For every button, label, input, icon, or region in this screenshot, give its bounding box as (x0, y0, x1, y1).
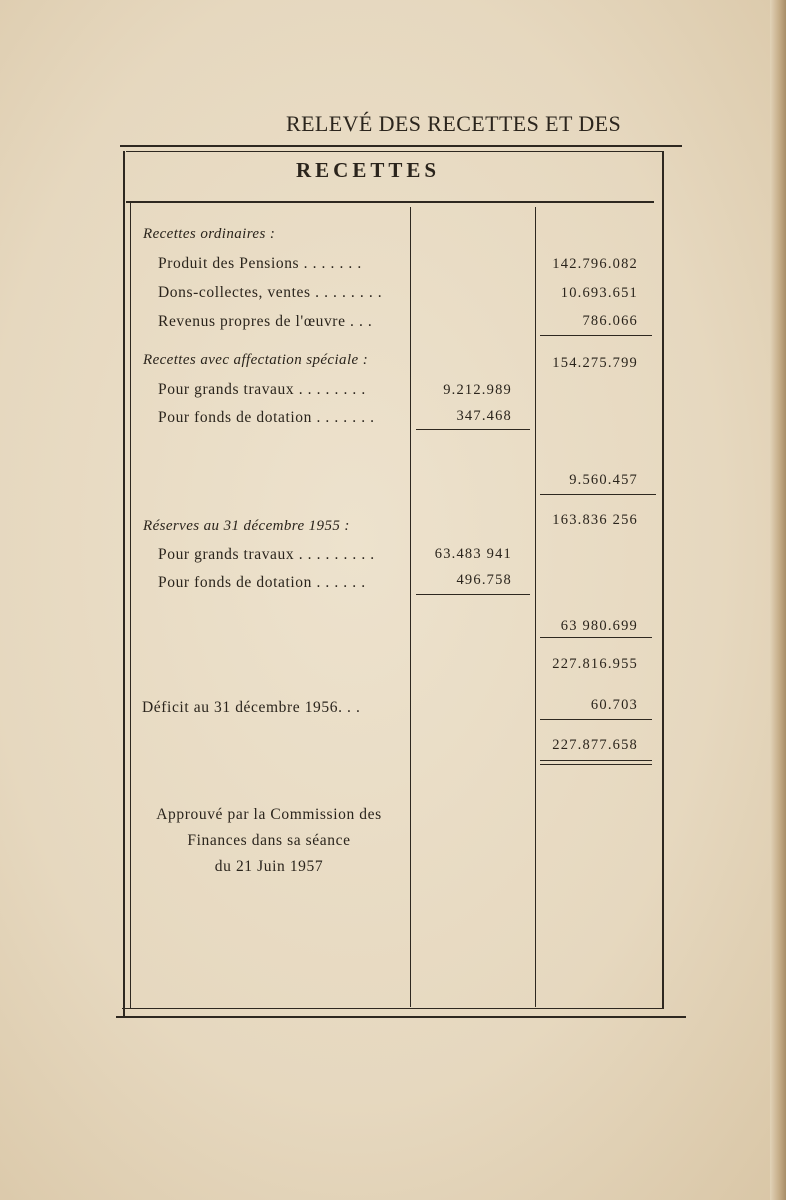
approval-line-3: du 21 Juin 1957 (214, 858, 324, 875)
ordinaires-sum-rule (540, 335, 652, 336)
dons-total: 10.693.651 (560, 285, 638, 301)
grand-total-rule-2 (540, 764, 652, 765)
aff-travaux-label: Pour grands travaux . . . . . . . . (158, 381, 366, 398)
left-border-inner (130, 203, 131, 1009)
subtotal-after-affectation: 163.836 256 (552, 512, 638, 528)
affectation-sum: 154.275.799 (552, 355, 638, 371)
page-edge-shadow (770, 0, 786, 1200)
revenus-total: 786.066 (582, 313, 638, 329)
res-dotation-amount: 496.758 (456, 572, 512, 588)
column-divider-1 (410, 207, 411, 1007)
aff-dotation-amount: 347.468 (456, 408, 512, 424)
aff-dotation-label: Pour fonds de dotation . . . . . . . (158, 409, 375, 426)
title-rule (126, 201, 654, 203)
subtotal: 227.816.955 (552, 656, 638, 672)
bottom-rule-thin (122, 1008, 664, 1009)
grand-total: 227.877.658 (552, 737, 638, 753)
res-travaux-label: Pour grands travaux . . . . . . . . . (158, 546, 375, 563)
res-travaux-amount: 63.483 941 (434, 546, 512, 562)
bottom-rule (116, 1016, 686, 1018)
grand-total-rule-1 (540, 760, 652, 761)
top-rule-thin (126, 151, 664, 152)
deficit-amount: 60.703 (590, 697, 638, 713)
revenus-label: Revenus propres de l'œuvre . . . (158, 313, 373, 330)
res-dotation-label: Pour fonds de dotation . . . . . . (158, 574, 366, 591)
reserves-sum-rule (416, 594, 530, 595)
approval-note (130, 802, 408, 880)
pensions-total: 142.796.082 (552, 256, 638, 272)
right-border (662, 151, 664, 1009)
deficit-label: Déficit au 31 décembre 1956. . . (142, 699, 361, 716)
reserves-heading: Réserves au 31 décembre 1955 : (143, 518, 350, 534)
section-title: RECETTES (296, 158, 441, 182)
reserves-total-rule (540, 637, 652, 638)
pensions-label: Produit des Pensions . . . . . . . (158, 255, 362, 272)
approval-line-2: Finances dans sa séance (187, 832, 351, 849)
dons-label: Dons-collectes, ventes . . . . . . . . (158, 284, 383, 301)
top-rule (120, 145, 682, 147)
aff-travaux-amount: 9.212.989 (443, 382, 512, 398)
affectation-heading: Recettes avec affectation spéciale : (143, 352, 369, 368)
ordinaires-heading: Recettes ordinaires : (143, 226, 276, 242)
left-border (123, 151, 125, 1017)
affectation-sum-rule (416, 429, 530, 430)
page-heading: RELEVÉ DES RECETTES ET DES (286, 111, 622, 136)
affectation-total-rule (540, 494, 656, 495)
approval-line-1: Approuvé par la Commission des (156, 806, 382, 823)
deficit-rule (540, 719, 652, 720)
reserves-total: 63 980.699 (560, 618, 638, 634)
affectation-total: 9.560.457 (569, 472, 638, 488)
